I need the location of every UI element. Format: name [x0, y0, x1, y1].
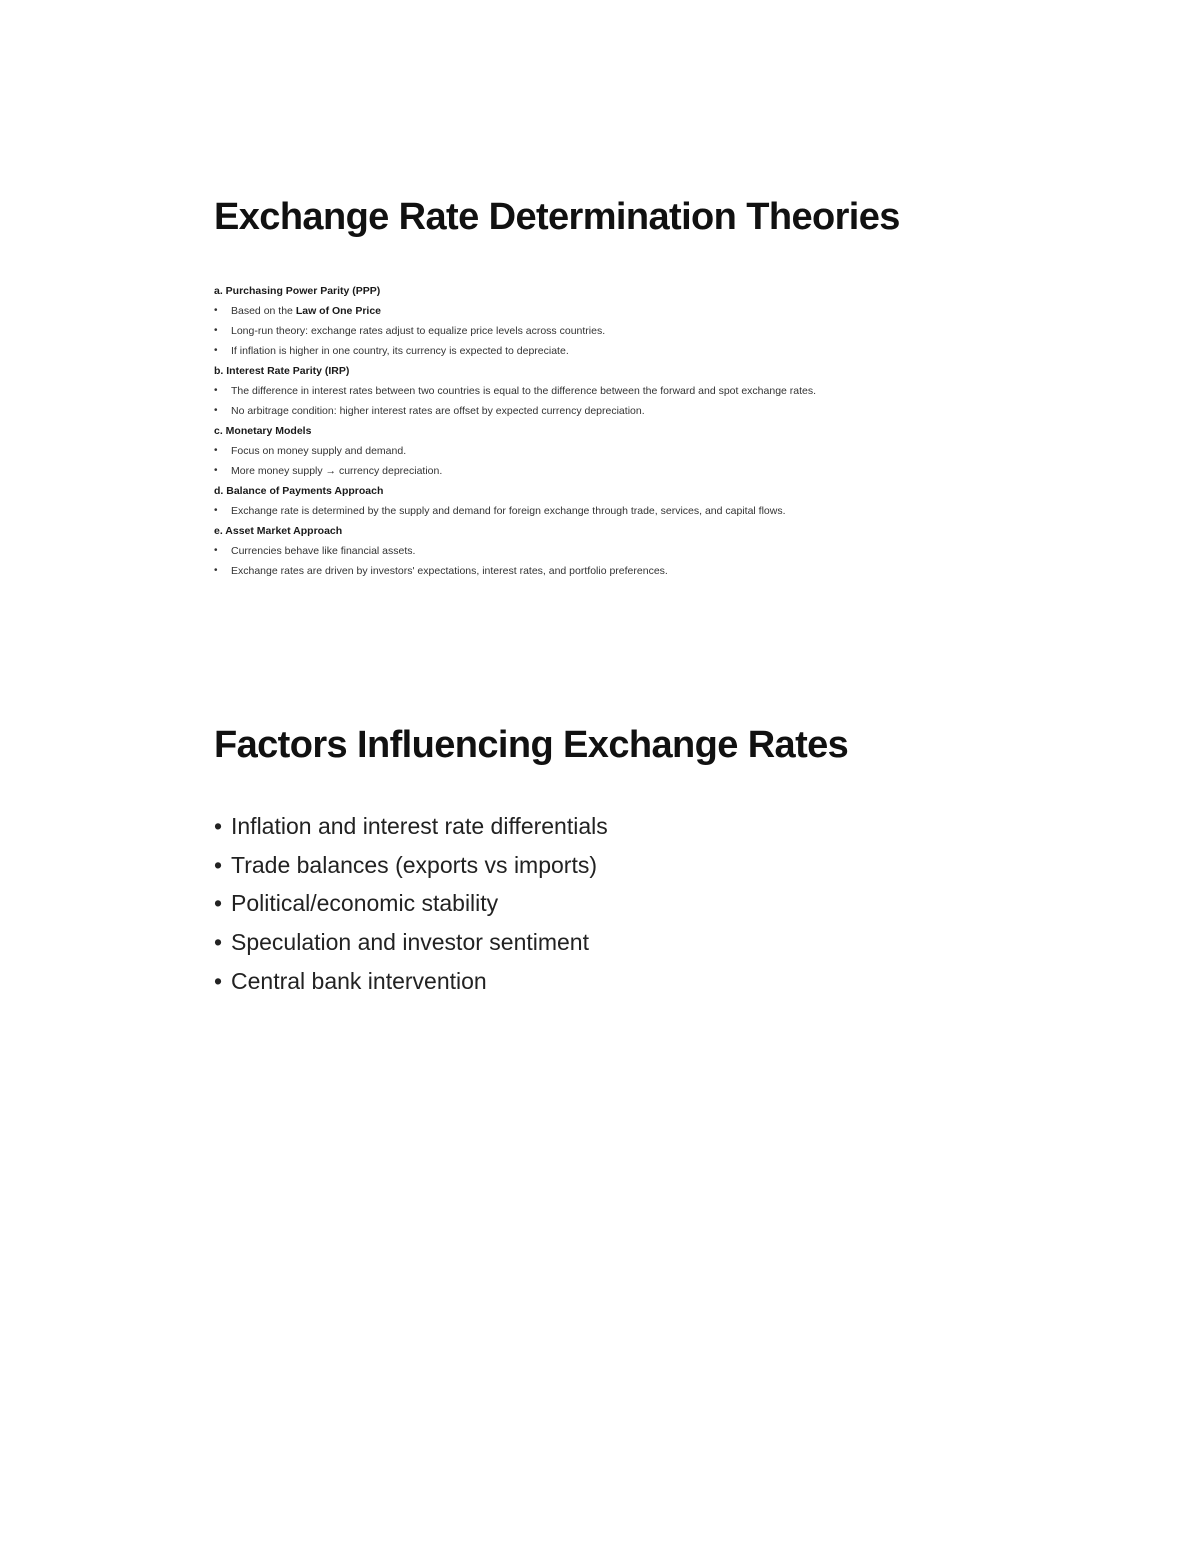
bullet-icon: • — [214, 565, 218, 576]
bullet-text: The difference in interest rates between two countries is equal to the difference between the forward and spot exchange rates. — [231, 385, 817, 397]
bullet-icon: • — [214, 325, 218, 336]
factors-list — [214, 807, 608, 1000]
bullet-text: If inflation is higher in one country, its currency is expected to depreciate. — [231, 345, 569, 357]
theory-heading: e. Asset Market Approach — [214, 525, 343, 537]
bullet-text: No arbitrage condition: higher interest rates are offset by expected currency depreciation. — [231, 405, 645, 417]
bullet-icon: • — [214, 851, 223, 878]
theory-heading: c. Monetary Models — [214, 425, 312, 437]
bullet-text: Currencies behave like financial assets. — [231, 545, 416, 557]
bullet-text: Exchange rates are driven by investors' expectations, interest rates, and portfolio preferences. — [231, 565, 668, 577]
section-title-factors: Factors Influencing Exchange Rates — [214, 724, 849, 766]
factor-item — [214, 884, 608, 923]
bullet-text: Based on the — [231, 305, 296, 317]
bullet-icon: • — [214, 813, 223, 839]
theory-bullet — [214, 461, 934, 481]
theories-list — [214, 281, 934, 581]
section-title-theories: Exchange Rate Determination Theories — [214, 196, 900, 238]
factor-text: Political/economic stability — [231, 890, 499, 917]
bullet-text: More money supply → currency depreciation. — [231, 465, 443, 477]
bullet-icon: • — [214, 345, 218, 356]
bullet-icon: • — [214, 967, 223, 994]
bullet-icon: • — [214, 890, 223, 917]
bullet-icon: • — [214, 385, 218, 396]
factor-text: Central bank intervention — [231, 967, 487, 994]
factor-text: Inflation and interest rate differentials — [231, 813, 608, 839]
bullet-icon: • — [214, 545, 218, 556]
bullet-emphasis: Law of One Price — [295, 305, 382, 317]
theory-bullet — [214, 561, 934, 581]
bullet-text: Long-run theory: exchange rates adjust to equalize price levels across countries. — [231, 325, 606, 337]
theory-bullet — [214, 321, 934, 341]
theory-bullet — [214, 441, 934, 461]
theory-bullet — [214, 501, 934, 521]
bullet-icon: • — [214, 305, 218, 316]
factor-item — [214, 807, 608, 846]
bullet-text: Exchange rate is determined by the supply and demand for foreign exchange through trade, services, and capital flows. — [231, 505, 786, 517]
factor-item — [214, 962, 608, 1001]
factor-item — [214, 846, 608, 885]
theory-bullet — [214, 381, 934, 401]
bullet-icon: • — [214, 929, 223, 956]
bullet-icon: • — [214, 405, 218, 416]
theory-bullet — [214, 401, 934, 421]
theory-bullet — [214, 301, 934, 321]
bullet-icon: • — [214, 445, 218, 456]
theory-bullet — [214, 541, 934, 561]
bullet-icon: • — [214, 465, 218, 476]
theory-heading: b. Interest Rate Parity (IRP) — [214, 365, 350, 377]
factor-text: Speculation and investor sentiment — [231, 929, 589, 956]
theory-bullet — [214, 341, 934, 361]
theory-heading: a. Purchasing Power Parity (PPP) — [214, 285, 381, 297]
theory-heading: d. Balance of Payments Approach — [214, 485, 384, 497]
factor-item — [214, 923, 608, 962]
factor-text: Trade balances (exports vs imports) — [231, 851, 598, 878]
bullet-icon: • — [214, 505, 218, 516]
bullet-text: Focus on money supply and demand. — [231, 445, 407, 457]
